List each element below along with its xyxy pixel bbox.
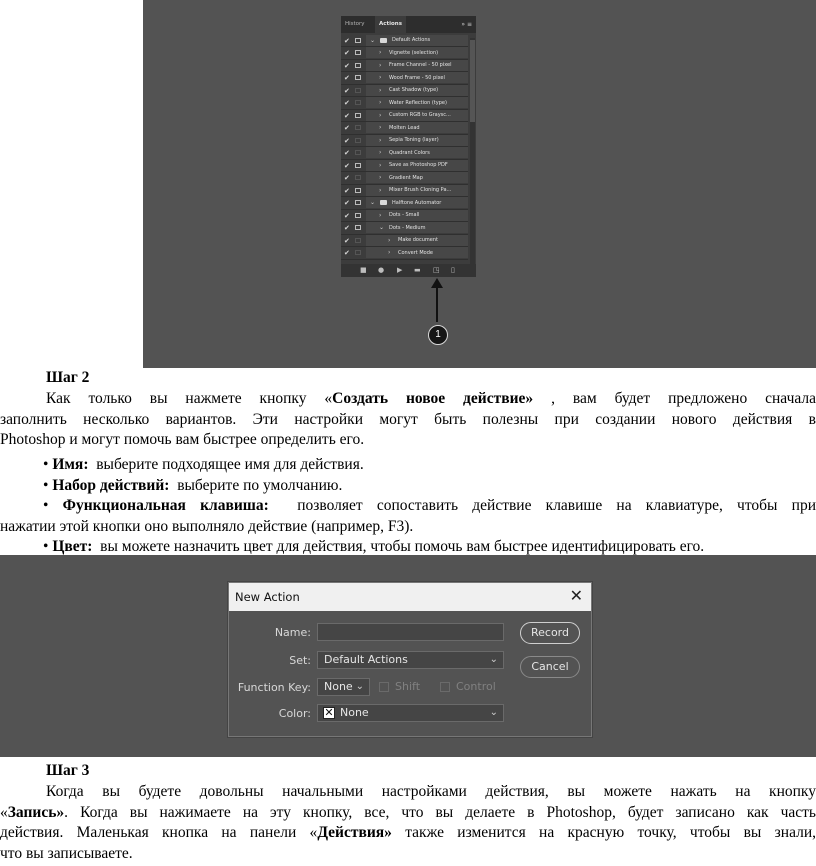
function-key-label: Function Key: <box>237 681 311 694</box>
chevron-right-icon[interactable]: › <box>379 149 382 156</box>
action-row[interactable] <box>341 97 468 110</box>
dialog-toggle-icon[interactable] <box>355 213 361 218</box>
action-label: Dots - Medium <box>389 224 426 231</box>
dialog-titlebar <box>229 583 591 611</box>
chevron-right-icon[interactable]: › <box>379 186 382 194</box>
actions-panel-screenshot <box>143 0 816 368</box>
record-term: Запись» <box>7 803 65 821</box>
action-row[interactable] <box>341 122 468 135</box>
chevron-down-icon: ⌄ <box>355 681 364 692</box>
chevron-down-icon: ⌄ <box>489 654 498 665</box>
control-checkbox[interactable] <box>440 682 450 692</box>
checkmark-icon[interactable]: ✔ <box>344 36 350 45</box>
bullet-text: вы можете назначить цвет для действия, чтобы помочь вам быстрее идентифицировать его. <box>100 538 705 555</box>
step2-text: , вам будет предложено сначала <box>551 390 816 407</box>
action-row[interactable] <box>341 47 468 60</box>
action-row[interactable] <box>341 172 468 185</box>
action-label: Wood Frame - 50 pixel <box>389 74 445 81</box>
dialog-toggle-icon[interactable] <box>355 113 361 118</box>
dialog-toggle-icon[interactable] <box>355 138 361 143</box>
checkmark-icon[interactable]: ✔ <box>344 61 350 70</box>
step3-text: действия. Маленькая кнопка на панели « <box>0 824 318 841</box>
record-icon[interactable]: ● <box>378 266 385 274</box>
bullet-term: Цвет: <box>52 538 93 555</box>
bullet-color: • Цвет: вы можете назначить цвет для действия, чтобы помочь вам быстрее идентифицировать его. <box>43 538 705 555</box>
step2-line3: Photoshop и могут помочь вам быстрее определить его. <box>0 431 365 448</box>
no-color-swatch-icon: ✕ <box>324 706 334 719</box>
close-icon[interactable]: ✕ <box>569 586 583 605</box>
dialog-toggle-icon[interactable] <box>355 75 361 80</box>
step3-line3 <box>0 823 816 844</box>
chevron-down-icon[interactable]: ⌄ <box>370 199 376 206</box>
step3-line4: что вы записываете. <box>0 844 133 862</box>
step2-heading: Шаг 2 <box>46 369 90 386</box>
dialog-toggle-icon[interactable] <box>355 88 361 93</box>
chevron-right-icon[interactable]: › <box>379 86 382 94</box>
checkmark-icon[interactable]: ✔ <box>344 199 350 207</box>
bullet-text: нажатии этой кнопки оно выполняло действие (например, F3). <box>0 517 414 535</box>
cancel-button[interactable]: Cancel <box>520 656 580 678</box>
step3-paragraph <box>0 782 816 864</box>
color-value: None <box>340 706 369 719</box>
action-label: Gradient Map <box>389 174 423 181</box>
chevron-right-icon[interactable]: › <box>379 99 382 106</box>
folder-icon <box>380 200 387 205</box>
checkmark-icon[interactable]: ✔ <box>344 174 350 182</box>
dialog-toggle-icon[interactable] <box>355 225 361 230</box>
step3-text: также изменится на красную точку, чтобы вы знали, <box>391 824 816 841</box>
action-row[interactable] <box>341 147 468 160</box>
step3-text: . Когда вы нажимаете на эту кнопку, все, что вы делаете в Photoshop, будет записано как часть <box>64 803 816 821</box>
checkmark-icon[interactable]: ✔ <box>344 86 350 95</box>
step3-line2 <box>0 803 816 824</box>
chevron-right-icon[interactable]: › <box>379 74 382 81</box>
tab-actions[interactable]: Actions <box>375 16 406 33</box>
function-key-select[interactable] <box>317 678 370 696</box>
dialog-toggle-icon[interactable] <box>355 250 361 255</box>
tab-history[interactable]: History <box>345 21 365 27</box>
action-row[interactable] <box>341 110 468 123</box>
dialog-toggle-icon[interactable] <box>355 238 361 243</box>
chevron-down-icon[interactable]: ⌄ <box>370 36 376 44</box>
action-label: Default Actions <box>392 37 431 43</box>
chevron-right-icon[interactable]: › <box>379 174 382 181</box>
chevron-right-icon[interactable]: › <box>379 161 382 169</box>
action-row[interactable] <box>341 85 468 98</box>
actions-panel <box>341 16 476 277</box>
function-key-value: None <box>324 680 353 693</box>
step2-paragraph <box>0 389 816 451</box>
stop-icon[interactable]: ■ <box>360 266 367 274</box>
dialog-toggle-icon[interactable] <box>355 163 361 168</box>
dialog-toggle-icon[interactable] <box>355 188 361 193</box>
action-label: Save as Photoshop PDF <box>389 162 448 168</box>
action-label: Quadrant Colors <box>389 149 430 156</box>
checkmark-icon[interactable]: ✔ <box>344 99 350 107</box>
checkmark-icon[interactable]: ✔ <box>344 211 350 220</box>
checkmark-icon[interactable]: ✔ <box>344 74 350 82</box>
name-field[interactable] <box>317 623 504 641</box>
dialog-title: New Action <box>235 590 300 604</box>
arrow-shaft <box>436 286 438 322</box>
action-row[interactable] <box>341 247 468 260</box>
bullet-line: • Функциональная клавиша: позволяет сопоставить действие клавише на клавиатуре, чтобы при <box>43 497 816 514</box>
control-label: Control <box>456 680 496 693</box>
set-value: Default Actions <box>324 653 408 666</box>
trash-icon[interactable]: ▯ <box>451 266 455 274</box>
step2-text: Как только вы нажмете кнопку « <box>46 390 333 407</box>
action-label: Water Reflection (type) <box>389 99 447 106</box>
new-action-dialog <box>228 582 592 737</box>
chevron-right-icon[interactable]: › <box>379 111 382 119</box>
chevron-right-icon[interactable]: › <box>388 236 391 244</box>
scrollbar-thumb[interactable] <box>470 40 475 122</box>
panel-tab-bar <box>341 16 476 33</box>
checkmark-icon[interactable]: ✔ <box>344 136 350 145</box>
action-label: Custom RGB to Graysc... <box>389 112 451 118</box>
dialog-toggle-icon[interactable] <box>355 38 361 43</box>
bullet-set: • Набор действий: выберите по умолчанию. <box>43 477 343 494</box>
dialog-toggle-icon[interactable] <box>355 150 361 155</box>
color-select[interactable] <box>317 704 504 722</box>
step3-line1: Когда вы будете довольны начальными настройками действия, вы можете нажать на кнопку <box>46 783 816 800</box>
action-row[interactable] <box>341 135 468 148</box>
dialog-toggle-icon[interactable] <box>355 63 361 68</box>
action-label: Cast Shadow (type) <box>389 87 439 93</box>
action-label: Mixer Brush Cloning Pa... <box>389 187 452 193</box>
checkmark-icon[interactable]: ✔ <box>344 49 350 57</box>
bullet-function-key <box>0 496 816 537</box>
color-label: Color: <box>278 707 311 720</box>
action-row[interactable] <box>341 222 468 235</box>
action-row[interactable] <box>341 185 468 198</box>
bullet-term: Функциональная клавиша: <box>62 497 269 514</box>
checkmark-icon[interactable]: ✔ <box>344 186 350 195</box>
chevron-right-icon[interactable]: › <box>379 124 382 131</box>
action-label: Convert Mode <box>398 249 433 256</box>
play-icon[interactable]: ▶ <box>397 266 403 274</box>
set-select[interactable] <box>317 651 504 669</box>
step2-line2: заполнить несколько вариантов. Эти настройки могут быть полезны при создании нового действия в <box>0 410 816 428</box>
name-label: Name: <box>274 626 311 639</box>
dialog-toggle-icon[interactable] <box>355 100 361 105</box>
dialog-toggle-icon[interactable] <box>355 200 361 205</box>
chevron-down-icon: ⌄ <box>489 707 498 718</box>
bullet-text: выберите по умолчанию. <box>177 477 343 494</box>
checkmark-icon[interactable]: ✔ <box>344 111 350 120</box>
chevron-right-icon[interactable]: › <box>379 136 382 144</box>
folder-icon[interactable]: ▬ <box>414 266 421 274</box>
checkmark-icon[interactable]: ✔ <box>344 236 350 245</box>
step3-heading: Шаг 3 <box>46 762 90 779</box>
bullet-term: Набор действий: <box>52 477 170 494</box>
action-row[interactable] <box>341 210 468 223</box>
checkmark-icon[interactable]: ✔ <box>344 224 350 232</box>
create-action-term: Создать новое действие» <box>332 390 534 407</box>
chevron-right-icon[interactable]: › <box>379 61 382 69</box>
checkmark-icon[interactable]: ✔ <box>344 149 350 157</box>
action-row[interactable] <box>341 160 468 173</box>
dialog-toggle-icon[interactable] <box>355 50 361 55</box>
chevron-down-icon[interactable]: ⌄ <box>379 224 385 231</box>
checkmark-icon[interactable]: ✔ <box>344 249 350 257</box>
panel-menu-icon[interactable]: » ≡ <box>461 21 472 28</box>
folder-icon <box>380 38 387 43</box>
bullet-text: позволяет сопоставить действие клавише на клавиатуре, чтобы при <box>297 497 816 514</box>
dialog-toggle-icon[interactable] <box>355 125 361 130</box>
action-label: Frame Channel - 50 pixel <box>389 62 452 68</box>
action-label: Molten Lead <box>389 124 420 131</box>
action-label: Dots - Small <box>389 212 420 218</box>
chevron-right-icon[interactable]: › <box>379 49 382 56</box>
action-set-row[interactable] <box>341 197 468 210</box>
actions-term: Действия» <box>317 824 392 841</box>
step2-line1 <box>0 389 816 410</box>
panel-footer <box>341 264 476 277</box>
action-row[interactable] <box>341 72 468 85</box>
set-label: Set: <box>289 654 311 667</box>
action-row[interactable] <box>341 235 468 248</box>
action-set-row[interactable] <box>341 35 468 48</box>
bullet-term: Имя: <box>52 456 89 473</box>
record-button[interactable]: Record <box>520 622 580 644</box>
dialog-toggle-icon[interactable] <box>355 175 361 180</box>
action-label: Halftone Automator <box>392 199 442 206</box>
checkmark-icon[interactable]: ✔ <box>344 124 350 132</box>
action-label: Sepia Toning (layer) <box>389 137 439 143</box>
bullet-name: • Имя: выберите подходящее имя для действия. <box>43 456 364 473</box>
shift-label: Shift <box>395 680 421 693</box>
chevron-right-icon[interactable]: › <box>388 249 391 256</box>
chevron-right-icon[interactable]: › <box>379 211 382 219</box>
checkmark-icon[interactable]: ✔ <box>344 161 350 170</box>
bullet-text: выберите подходящее имя для действия. <box>96 456 364 473</box>
new-action-icon[interactable]: ◳ <box>433 266 440 274</box>
shift-checkbox[interactable] <box>379 682 389 692</box>
action-row[interactable] <box>341 60 468 73</box>
step3-text: « <box>0 803 8 821</box>
action-label: Vignette (selection) <box>389 49 439 56</box>
callout-badge: 1 <box>428 325 448 345</box>
action-label: Make document <box>398 237 438 243</box>
